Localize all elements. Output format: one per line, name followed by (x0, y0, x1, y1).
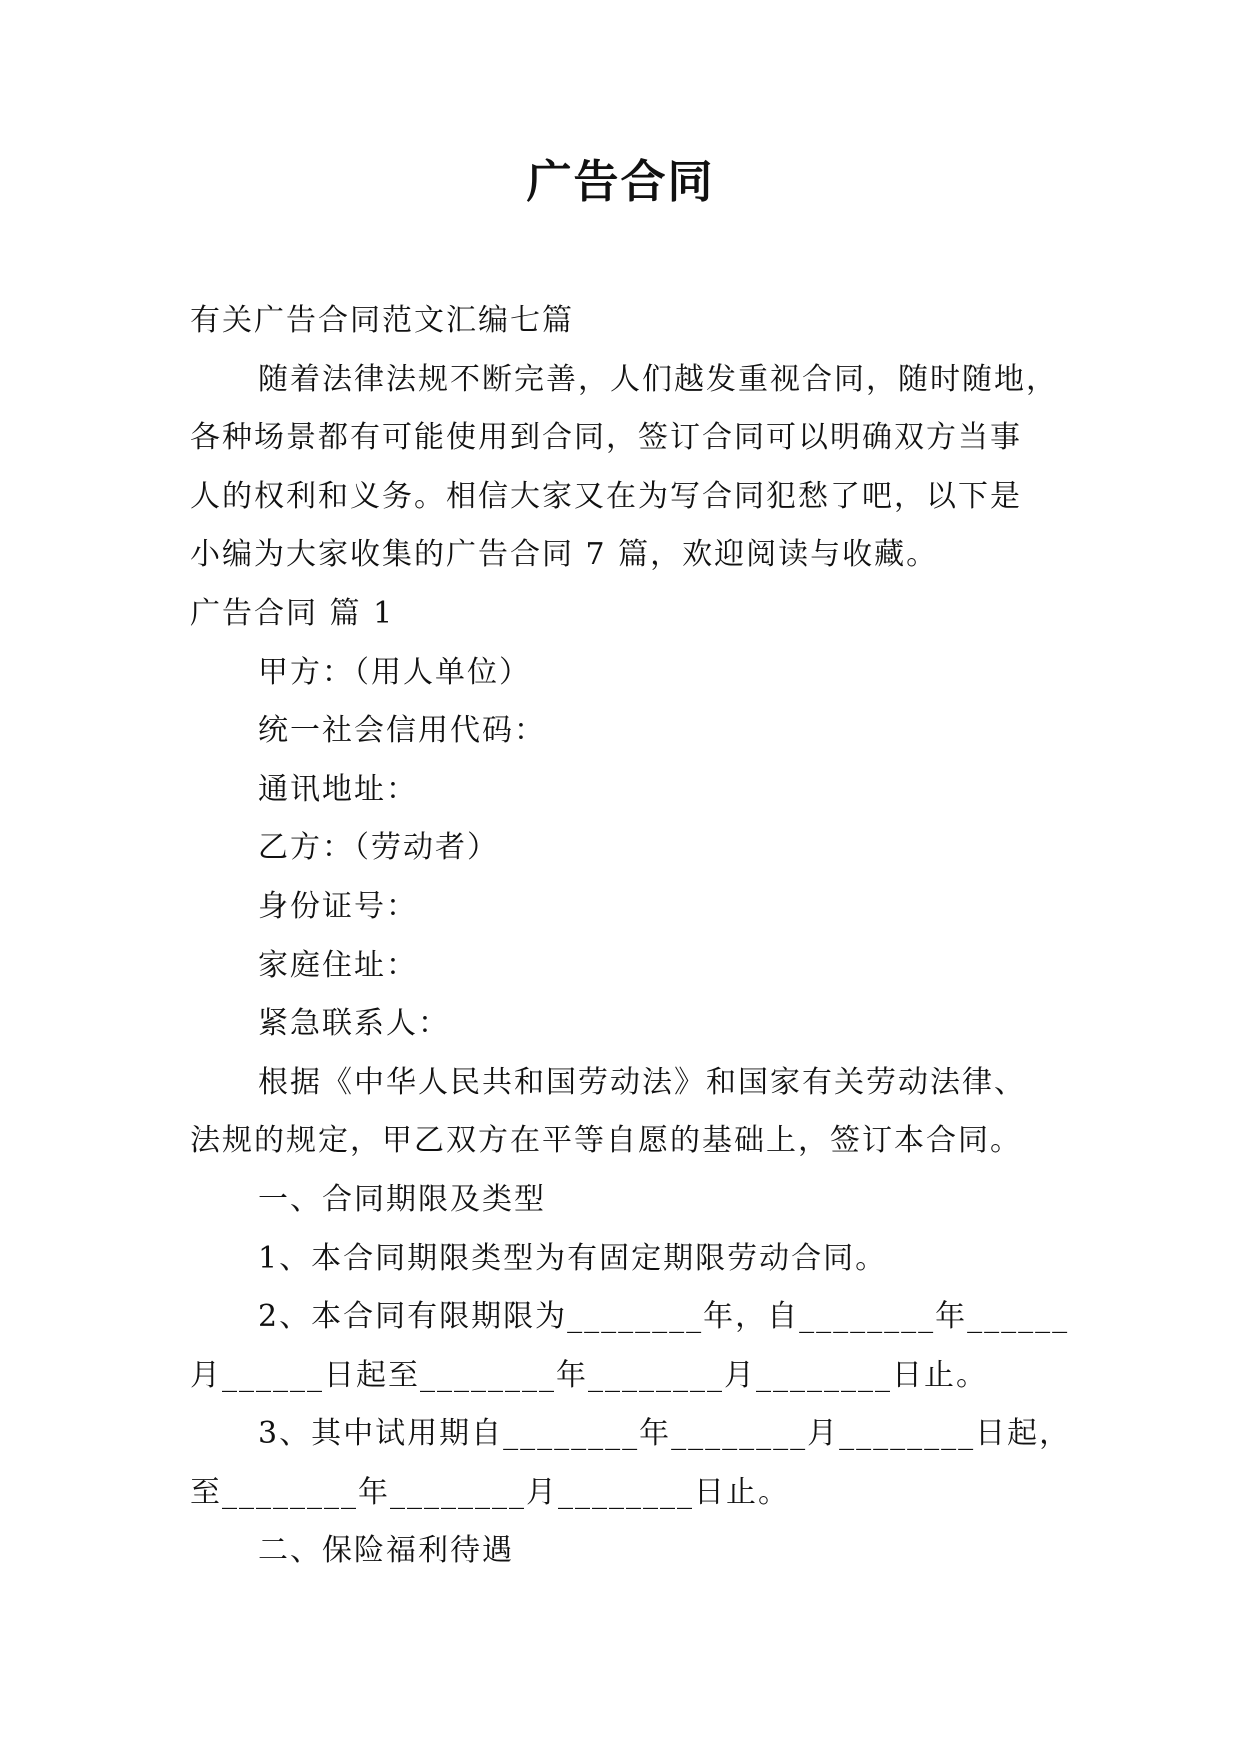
clause-heading: 二、保险福利待遇 (258, 1533, 514, 1569)
document-title: 广告合同 (526, 155, 715, 208)
emergency-contact-line: 紧急联系人： (258, 1006, 450, 1042)
intro-paragraph-line: 各种场景都有可能使用到合同，签订合同可以明确双方当事 (190, 420, 1022, 456)
section-heading: 广告合同 篇 1 (190, 595, 395, 631)
id-number-line: 身份证号： (258, 888, 418, 924)
party-b-line: 乙方：（劳动者） (258, 830, 499, 866)
clause-item-continuation: 月______日起至________年________月________日止。 (190, 1357, 988, 1393)
clause-heading: 一、合同期限及类型 (258, 1181, 546, 1217)
intro-paragraph-line: 人的权利和义务。相信大家又在为写合同犯愁了吧，以下是 (190, 478, 1022, 514)
clause-item-continuation: 至________年________月________日止。 (190, 1474, 790, 1510)
clause-item: 1、本合同期限类型为有固定期限劳动合同。 (258, 1240, 888, 1276)
credit-code-line: 统一社会信用代码： (258, 713, 546, 749)
intro-paragraph-line: 小编为大家收集的广告合同 7 篇，欢迎阅读与收藏。 (190, 537, 939, 573)
subtitle-line: 有关广告合同范文汇编七篇 (190, 303, 574, 338)
basis-paragraph-line: 法规的规定，甲乙双方在平等自愿的基础上，签订本合同。 (190, 1123, 1022, 1159)
clause-item: 2、本合同有限期限为________年，自________年______ (258, 1299, 1070, 1335)
party-a-line: 甲方：（用人单位） (258, 654, 531, 690)
document-body (190, 292, 1072, 1581)
intro-paragraph-line: 随着法律法规不断完善，人们越发重视合同，随时随地， (258, 361, 1058, 397)
clause-item: 3、其中试用期自________年________月________日起， (258, 1416, 1072, 1452)
basis-paragraph-line: 根据《中华人民共和国劳动法》和国家有关劳动法律、 (258, 1064, 1026, 1100)
home-address-line: 家庭住址： (258, 947, 418, 983)
address-line: 通讯地址： (258, 771, 418, 807)
